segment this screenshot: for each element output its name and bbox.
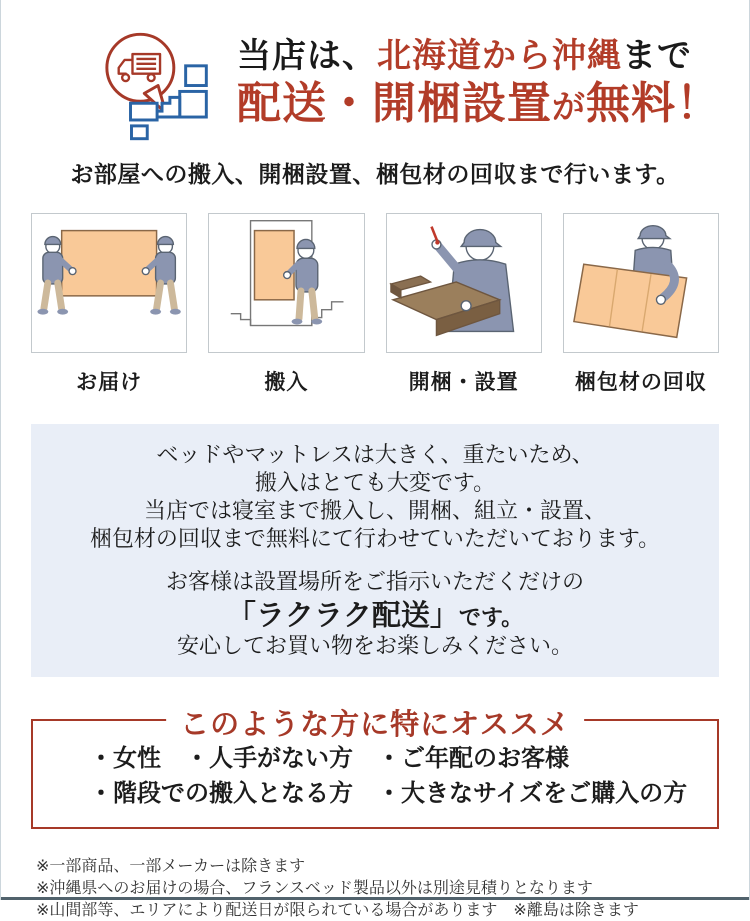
info-line: 当店では寝室まで搬入し、開梱、組立・設置、	[143, 499, 606, 524]
worker-collecting-cardboard-illustration	[564, 214, 718, 352]
info-line: 梱包材の回収まで無料にて行わせていただいております。	[89, 527, 661, 552]
step-packaging-collection-label: 梱包材の回収	[574, 370, 707, 394]
step-packaging-collection	[563, 213, 719, 396]
step-unpack-setup-image	[386, 213, 542, 353]
page-title-line2	[237, 80, 721, 128]
title-main: 配送・開梱設置	[237, 78, 552, 130]
title-tail: 無料！	[586, 78, 721, 130]
recommended-line: ・階段での搬入となる方 ・大きなサイズをご購入の方	[89, 779, 688, 807]
footnote: ※山間部等、エリアにより配送日が限られている場合があります ※離島は除きます	[36, 900, 639, 919]
recommended-for-title: このような方に特にオススメ	[166, 702, 584, 743]
info-line: お客様は設置場所をご指示いただくだけの	[165, 570, 584, 595]
service-steps	[1, 213, 749, 396]
recommended-for-box	[31, 707, 719, 829]
recommended-line: ・女性 ・人手がない方 ・ご年配のお客様	[89, 744, 569, 772]
subtitle: お部屋への搬入、開梱設置、梱包材の回収まで行います。	[70, 162, 680, 188]
delivery-truck-bubble-icon	[99, 30, 227, 144]
step-carry-in	[208, 213, 364, 396]
bottom-divider	[1, 897, 749, 900]
hero-section	[1, 0, 749, 144]
service-description-box	[31, 424, 719, 677]
info-line: ベッドやマットレスは大きく、重たいため、	[156, 443, 594, 468]
hero-title	[237, 30, 721, 129]
rakuraku-delivery-emphasis: 「ラクラク配送」	[226, 598, 459, 632]
step-packaging-collection-image	[563, 213, 719, 353]
step-carry-in-label: 搬入	[264, 370, 309, 394]
footnote: ※一部商品、一部メーカーは除きます	[36, 856, 306, 875]
step-unpack-setup-label: 開梱・設置	[408, 370, 519, 394]
info-line: 搬入はとても大変です。	[254, 471, 496, 496]
step-delivery-image	[31, 213, 187, 353]
title-post: まで	[622, 36, 692, 76]
footnote: ※沖縄県へのお届けの場合、フランスベッド製品以外は別途見積りとなります	[36, 878, 593, 897]
info-line: 安心してお買い物をお楽しみください。	[176, 634, 573, 659]
step-unpack-setup	[386, 213, 542, 396]
rakuraku-delivery-suffix: です。	[458, 606, 524, 631]
rakuraku-delivery-line	[41, 597, 709, 633]
page-title-line1	[237, 38, 721, 75]
step-delivery	[31, 213, 187, 396]
title-pre: 当店は、	[237, 36, 377, 76]
title-particle: が	[552, 87, 586, 127]
step-carry-in-image	[208, 213, 364, 353]
worker-unpacking-with-cutter-illustration	[387, 214, 541, 352]
worker-carrying-box-through-door-illustration	[209, 214, 363, 352]
two-workers-carrying-box-illustration	[32, 214, 186, 352]
title-highlight: 北海道から沖縄	[377, 36, 622, 76]
step-delivery-label: お届け	[76, 370, 143, 394]
footnotes	[36, 855, 749, 921]
